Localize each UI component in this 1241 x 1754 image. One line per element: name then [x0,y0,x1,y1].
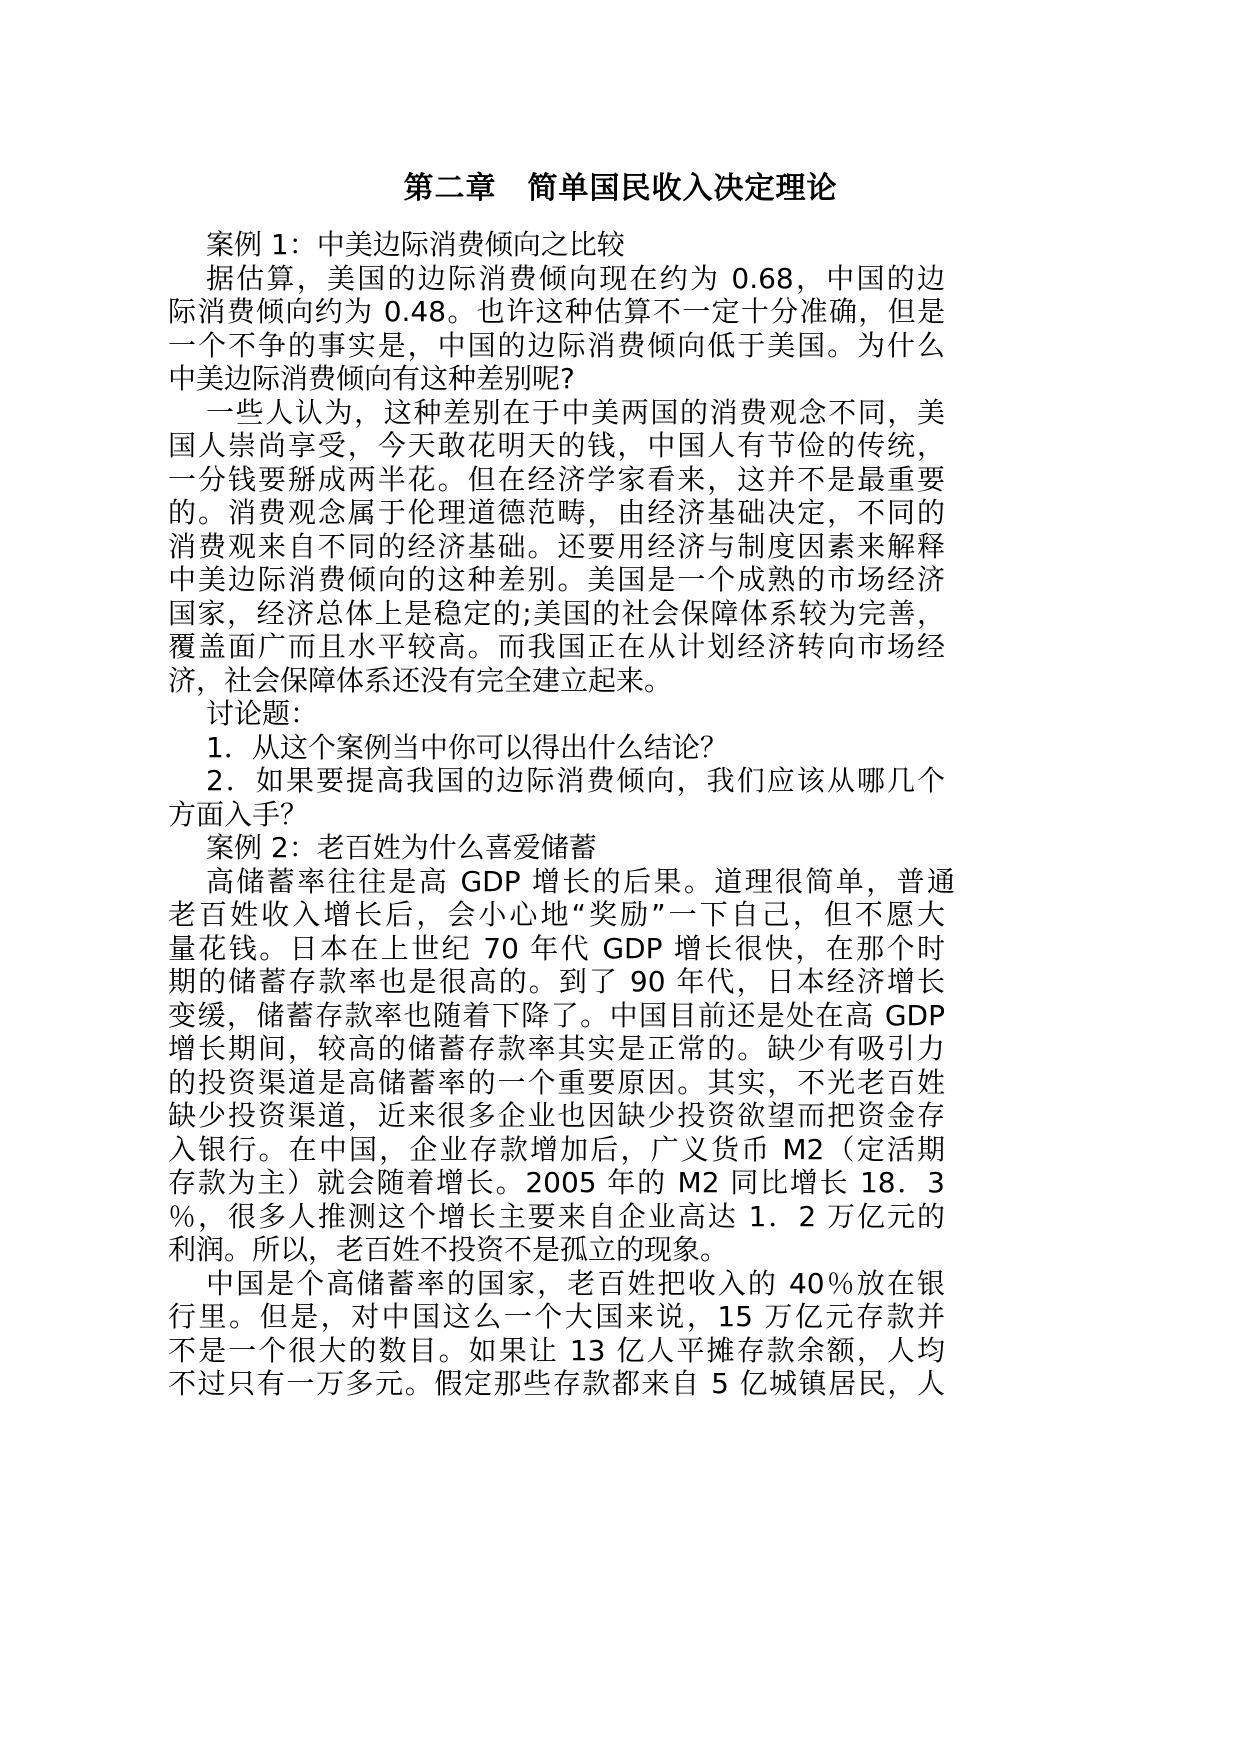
text-line: 不是一个很大的数目。如果让 13 亿人平摊存款余额，人均 [168,1333,945,1367]
discussion-heading: 讨论题： [206,697,319,730]
text-line: 国家，经济总体上是稳定的;美国的社会保障体系较为完善， [168,596,945,630]
chapter-title: 第二章 简单国民收入决定理论 [403,171,838,206]
case-1-heading: 案例 1：中美边际消费倾向之比较 [206,228,625,261]
text-line: 一分钱要掰成两半花。但在经济学家看来，这并不是最重要 [168,462,945,496]
text-line: 不过只有一万多元。假定那些存款都来自 5 亿城镇居民，人 [168,1367,945,1400]
text-line: 老百姓收入增长后，会小心地“奖励”一下自己，但不愿大 [168,898,945,931]
text-line: 的。消费观念属于伦理道德范畴，由经济基础决定，不同的 [168,496,945,529]
text-line: 中美边际消费倾向有这种差别呢? [168,362,575,395]
text-line: 一个不争的事实是，中国的边际消费倾向低于美国。为什么 [168,328,945,362]
text-line: 际消费倾向约为 0.48。也许这种估算不一定十分准确，但是 [168,295,945,328]
question-1: 1．从这个案例当中你可以得出什么结论？ [206,730,728,764]
text-line: 入银行。在中国，企业存款增加后，广义货币 M2（定活期 [168,1132,945,1166]
text-line: 缺少投资渠道，近来很多企业也因缺少投资欲望而把资金存 [168,1099,945,1132]
text-line: 的投资渠道是高储蓄率的一个重要原因。其实，不光老百姓 [168,1065,945,1099]
text-line: 据估算，美国的边际消费倾向现在约为 0.68，中国的边 [206,261,945,295]
text-line: 消费观来自不同的经济基础。还要用经济与制度因素来解释 [168,529,945,563]
text-line: 期的储蓄存款率也是很高的。到了 90 年代，日本经济增长 [168,965,945,998]
text-line: 高储蓄率往往是高 GDP 增长的后果。道理很简单，普通 [206,864,955,898]
text-line: 变缓，储蓄存款率也随着下降了。中国目前还是处在高 GDP [168,998,945,1032]
text-line: 覆盖面广而且水平较高。而我国正在从计划经济转向市场经 [168,630,945,663]
text-line: 中国是个高储蓄率的国家，老百姓把收入的 40％放在银 [206,1266,945,1300]
text-line: 济，社会保障体系还没有完全建立起来。 [168,663,673,697]
text-line: 中美边际消费倾向的这种差别。美国是一个成熟的市场经济 [168,563,945,596]
text-line: 量花钱。日本在上世纪 70 年代 GDP 增长很快，在那个时 [168,931,945,965]
case-2-heading: 案例 2：老百姓为什么喜爱储蓄 [206,831,597,864]
document-body [168,228,955,1401]
text-line: 利润。所以，老百姓不投资不是孤立的现象。 [168,1233,729,1266]
text-line: 存款为主）就会随着增长。2005 年的 M2 同比增长 18．3 [168,1166,945,1199]
question-2-cont: 方面入手？ [168,797,309,831]
text-line: 增长期间，较高的储蓄存款率其实是正常的。缺少有吸引力 [168,1032,945,1065]
text-line: 国人崇尚享受，今天敢花明天的钱，中国人有节俭的传统， [168,429,945,462]
text-line: ％，很多人推测这个增长主要来自企业高达 1．2 万亿元的 [168,1199,945,1233]
text-line: 行里。但是，对中国这么一个大国来说，15 万亿元存款并 [168,1300,945,1333]
question-2: 2．如果要提高我国的边际消费倾向，我们应该从哪几个 [206,764,945,797]
text-line: 一些人认为，这种差别在于中美两国的消费观念不同，美 [206,395,945,429]
